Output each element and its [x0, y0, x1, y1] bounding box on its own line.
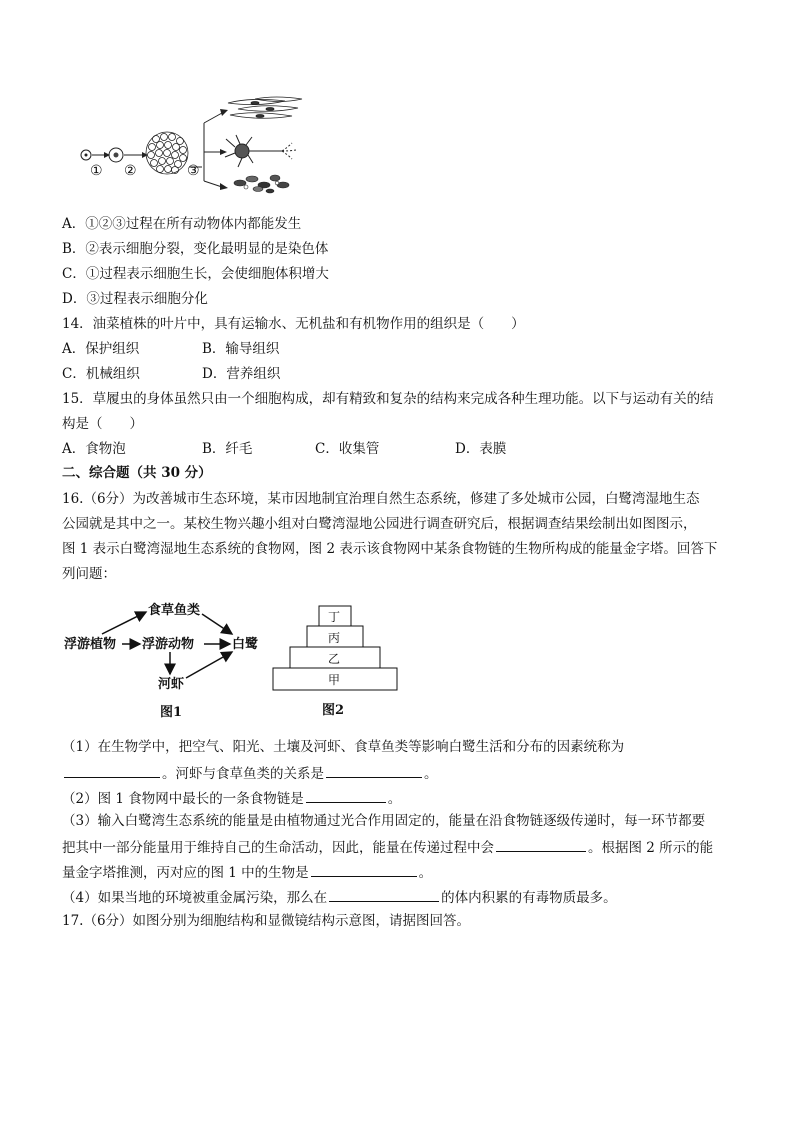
q16-para-line4: 列问题：: [62, 566, 116, 582]
node-plankton-animal: 浮游动物: [142, 637, 195, 652]
q16-sub3-text-c: 。根据图 2 所示的能: [588, 840, 714, 856]
answer-blank-6[interactable]: [329, 887, 439, 902]
q15-stem-line2: 构是（ ）: [62, 416, 143, 432]
q16-sub3-line3: [62, 862, 432, 882]
neuron-cell: [225, 135, 296, 167]
step-3-label: ③: [187, 163, 200, 179]
pyramid-label-bing: 丙: [328, 631, 341, 645]
step-2-label: ②: [124, 163, 137, 179]
section-2-heading: 二、综合题（共 30 分）: [62, 465, 212, 481]
q13-option-c: C．①过程表示细胞生长，会使细胞体积增大: [62, 266, 329, 282]
q16-sub1-end: 。: [424, 766, 438, 782]
node-egret: 白鹭: [232, 637, 259, 652]
muscle-cells: [228, 97, 302, 118]
pyramid-label-ding: 丁: [328, 610, 341, 624]
q16-sub4-line: [62, 887, 617, 907]
q13-option-a: A．①②③过程在所有动物体内都能发生: [62, 216, 302, 232]
q15-option-c: C．收集管: [315, 441, 380, 457]
q14-stem: 14．油菜植株的叶片中，具有运输水、无机盐和有机物作用的组织是（ ）: [62, 316, 525, 332]
food-web-figure: [62, 600, 282, 720]
q14-option-d: D．营养组织: [202, 366, 281, 382]
step-1-label: ①: [90, 163, 103, 179]
answer-blank-2[interactable]: [326, 763, 422, 778]
q16-para-line2: 公园就是其中之一。某校生物兴趣小组对白鹭湾湿地公园进行调查研究后，根据调查结果绘制出如图图示，: [62, 516, 697, 532]
q15-stem-line1: 15．草履虫的身体虽然只由一个细胞构成，却有精致和复杂的结构来完成各种生理功能。以下与运动有关的结: [62, 391, 714, 407]
pyramid-label-yi: 乙: [328, 652, 341, 666]
q16-sub1-text-b: 。河虾与食草鱼类的关系是: [162, 766, 324, 782]
q17-stem: 17.（6分）如图分别为细胞结构和显微镜结构示意图，请据图回答。: [62, 913, 471, 929]
node-fish: 食草鱼类: [148, 603, 201, 618]
node-shrimp: 河虾: [158, 677, 185, 692]
q15-option-d: D．表膜: [455, 441, 507, 457]
q16-sub3-line1: （3）输入白鹭湾生态系统的能量是由植物通过光合作用固定的，能量在沿食物链逐级传递时，每一环节都要: [62, 813, 706, 829]
q16-para-line1: 16.（6分）为改善城市生态环境，某市因地制宜治理自然生态系统，修建了多处城市公园，白鹭湾湿地生态: [62, 491, 700, 507]
q16-sub4-text-a: （4）如果当地的环境被重金属污染，那么在: [62, 890, 328, 906]
cell-development-figure: [70, 95, 330, 195]
q16-sub3-text-d: 量金字塔推测，丙对应的图 1 中的生物是: [62, 865, 309, 881]
blood-cells: [234, 175, 289, 193]
q13-option-d: D．③过程表示细胞分化: [62, 291, 208, 307]
q16-sub3-text-b: 把其中一部分能量用于维持自己的生命活动，因此，能量在传递过程中会: [62, 840, 494, 856]
answer-blank-1[interactable]: [64, 763, 160, 778]
answer-blank-5[interactable]: [311, 862, 417, 877]
node-plankton-plant: 浮游植物: [64, 637, 117, 652]
answer-blank-4[interactable]: [496, 837, 586, 852]
q14-option-b: B．输导组织: [202, 341, 280, 357]
cell-cluster: [146, 132, 188, 174]
energy-pyramid-figure: [270, 600, 400, 720]
q16-sub2-line: [62, 788, 401, 808]
figure-2-label: 图2: [322, 703, 345, 718]
answer-blank-3[interactable]: [306, 788, 386, 803]
q16-sub1-line1: （1）在生物学中，把空气、阳光、土壤及河虾、食草鱼类等影响白鹭生活和分布的因素统称为: [62, 739, 625, 755]
q15-option-a: A．食物泡: [62, 441, 126, 457]
q16-sub3-line2: [62, 837, 713, 857]
q16-sub2-end: 。: [387, 791, 402, 807]
q14-option-c: C．机械组织: [62, 366, 140, 382]
q16-sub3-end: 。: [418, 865, 433, 881]
figure-1-label: 图1: [160, 705, 183, 720]
pyramid-label-jia: 甲: [328, 673, 341, 687]
q14-option-a: A．保护组织: [62, 341, 140, 357]
q16-sub4-text-b: 的体内积累的有毒物质最多。: [441, 890, 617, 906]
q16-sub2-text: （2）图 1 食物网中最长的一条食物链是: [62, 791, 304, 807]
q16-para-line3: 图 1 表示白鹭湾湿地生态系统的食物网，图 2 表示该食物网中某条食物链的生物所构成的能量金字塔。回答下: [62, 541, 718, 557]
q15-option-b: B．纤毛: [202, 441, 253, 457]
q16-sub1-line2: [62, 763, 438, 783]
q13-option-b: B．②表示细胞分裂，变化最明显的是染色体: [62, 241, 329, 257]
